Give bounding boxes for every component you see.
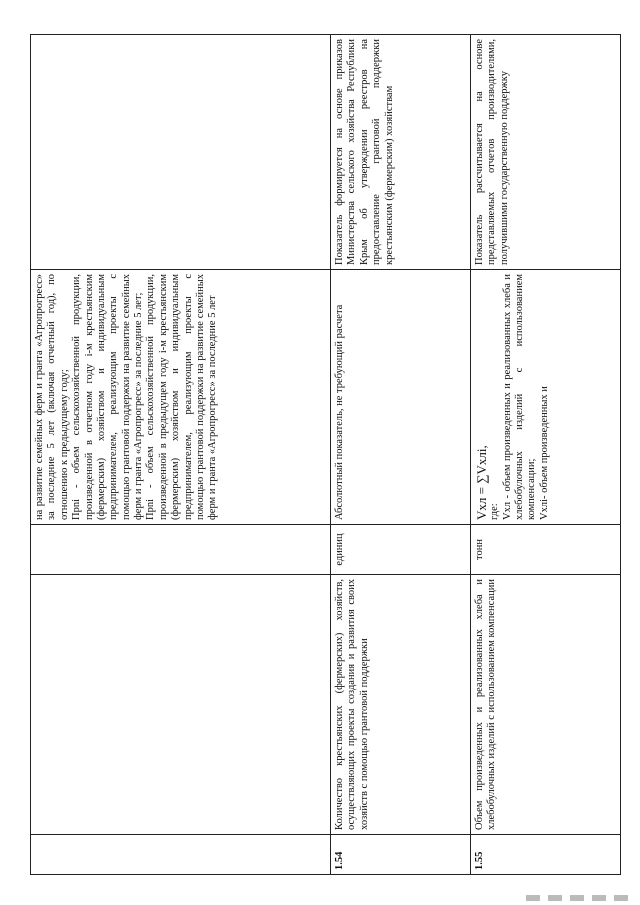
calc-line: Прni - объем сельскохозяйственной продукции, произведенной в отчетном году i-м крестьянским (фермерским) хозяйством и индивидуальным предпринимателем, реализующим проекты с помощью грантовой поддержки на развитие семейных ферм и гранта «Агропрогресс» за последние 5 лет; (71, 274, 144, 520)
calc-line: Vхл - объем произведенных и реализованных хлеба и хлебобулочных изделий с использованием компенсации; (501, 274, 538, 520)
source-cell: Показатель рассчитывается на основе представляемых отчетов производителями, получившими государственную поддержку (471, 35, 621, 270)
table-row-continuation (31, 35, 331, 875)
row-number: 1.54 (331, 835, 471, 875)
table-row-1-54 (331, 35, 471, 875)
calc-line: на развитие семейных ферм и гранта «Агропрогресс» за последние 5 лет (включая отчетный год), по отношению к предыдущему году; (34, 274, 70, 520)
calculation-cell (31, 270, 331, 525)
unit-cell: тонн (471, 525, 621, 575)
calc-line: Прni - объем сельскохозяйственной продукции, произведенной в предыдущем году i-м крестьянским (фермерским) хозяйством и индивидуальным предпринимателем, реализующим проекты с помощью грантовой поддержки на развитие семейных ферм и гранта «Агропрогресс» за последние 5 лет (145, 274, 219, 520)
row-number: 1.55 (471, 835, 621, 875)
unit-cell: единиц (331, 525, 471, 575)
indicator-name (31, 575, 331, 835)
table-row-1-55 (471, 35, 621, 875)
scan-edge-mark (526, 895, 636, 901)
formula-line: Vхл = ∑Vхлi, (474, 445, 489, 520)
calculation-cell (471, 270, 621, 525)
calc-line: Абсолютный показатель, не требующий расчета (334, 304, 345, 520)
calc-line: где: (489, 503, 501, 520)
unit-cell (31, 525, 331, 575)
indicator-name: Количество крестьянских (фермерских) хозяйств, осуществляющих проекты создания и развития своих хозяйств с помощью грантовой поддержки (331, 575, 471, 835)
row-number (31, 835, 331, 875)
indicators-table (30, 34, 621, 875)
calculation-cell (331, 270, 471, 525)
rotated-page (30, 35, 620, 875)
indicator-name: Объем произведенных и реализованных хлеба и хлебобулочных изделий с использованием компенсации (471, 575, 621, 835)
source-cell (31, 35, 331, 270)
source-cell: Показатель формируется на основе приказов Министерства сельского хозяйства Республики Крым об утверждении реестров на предоставление грантовой поддержки крестьянским (фермерским) хозяйствам (331, 35, 471, 270)
calc-line: Vхлi- объем произведенных и (538, 386, 550, 520)
